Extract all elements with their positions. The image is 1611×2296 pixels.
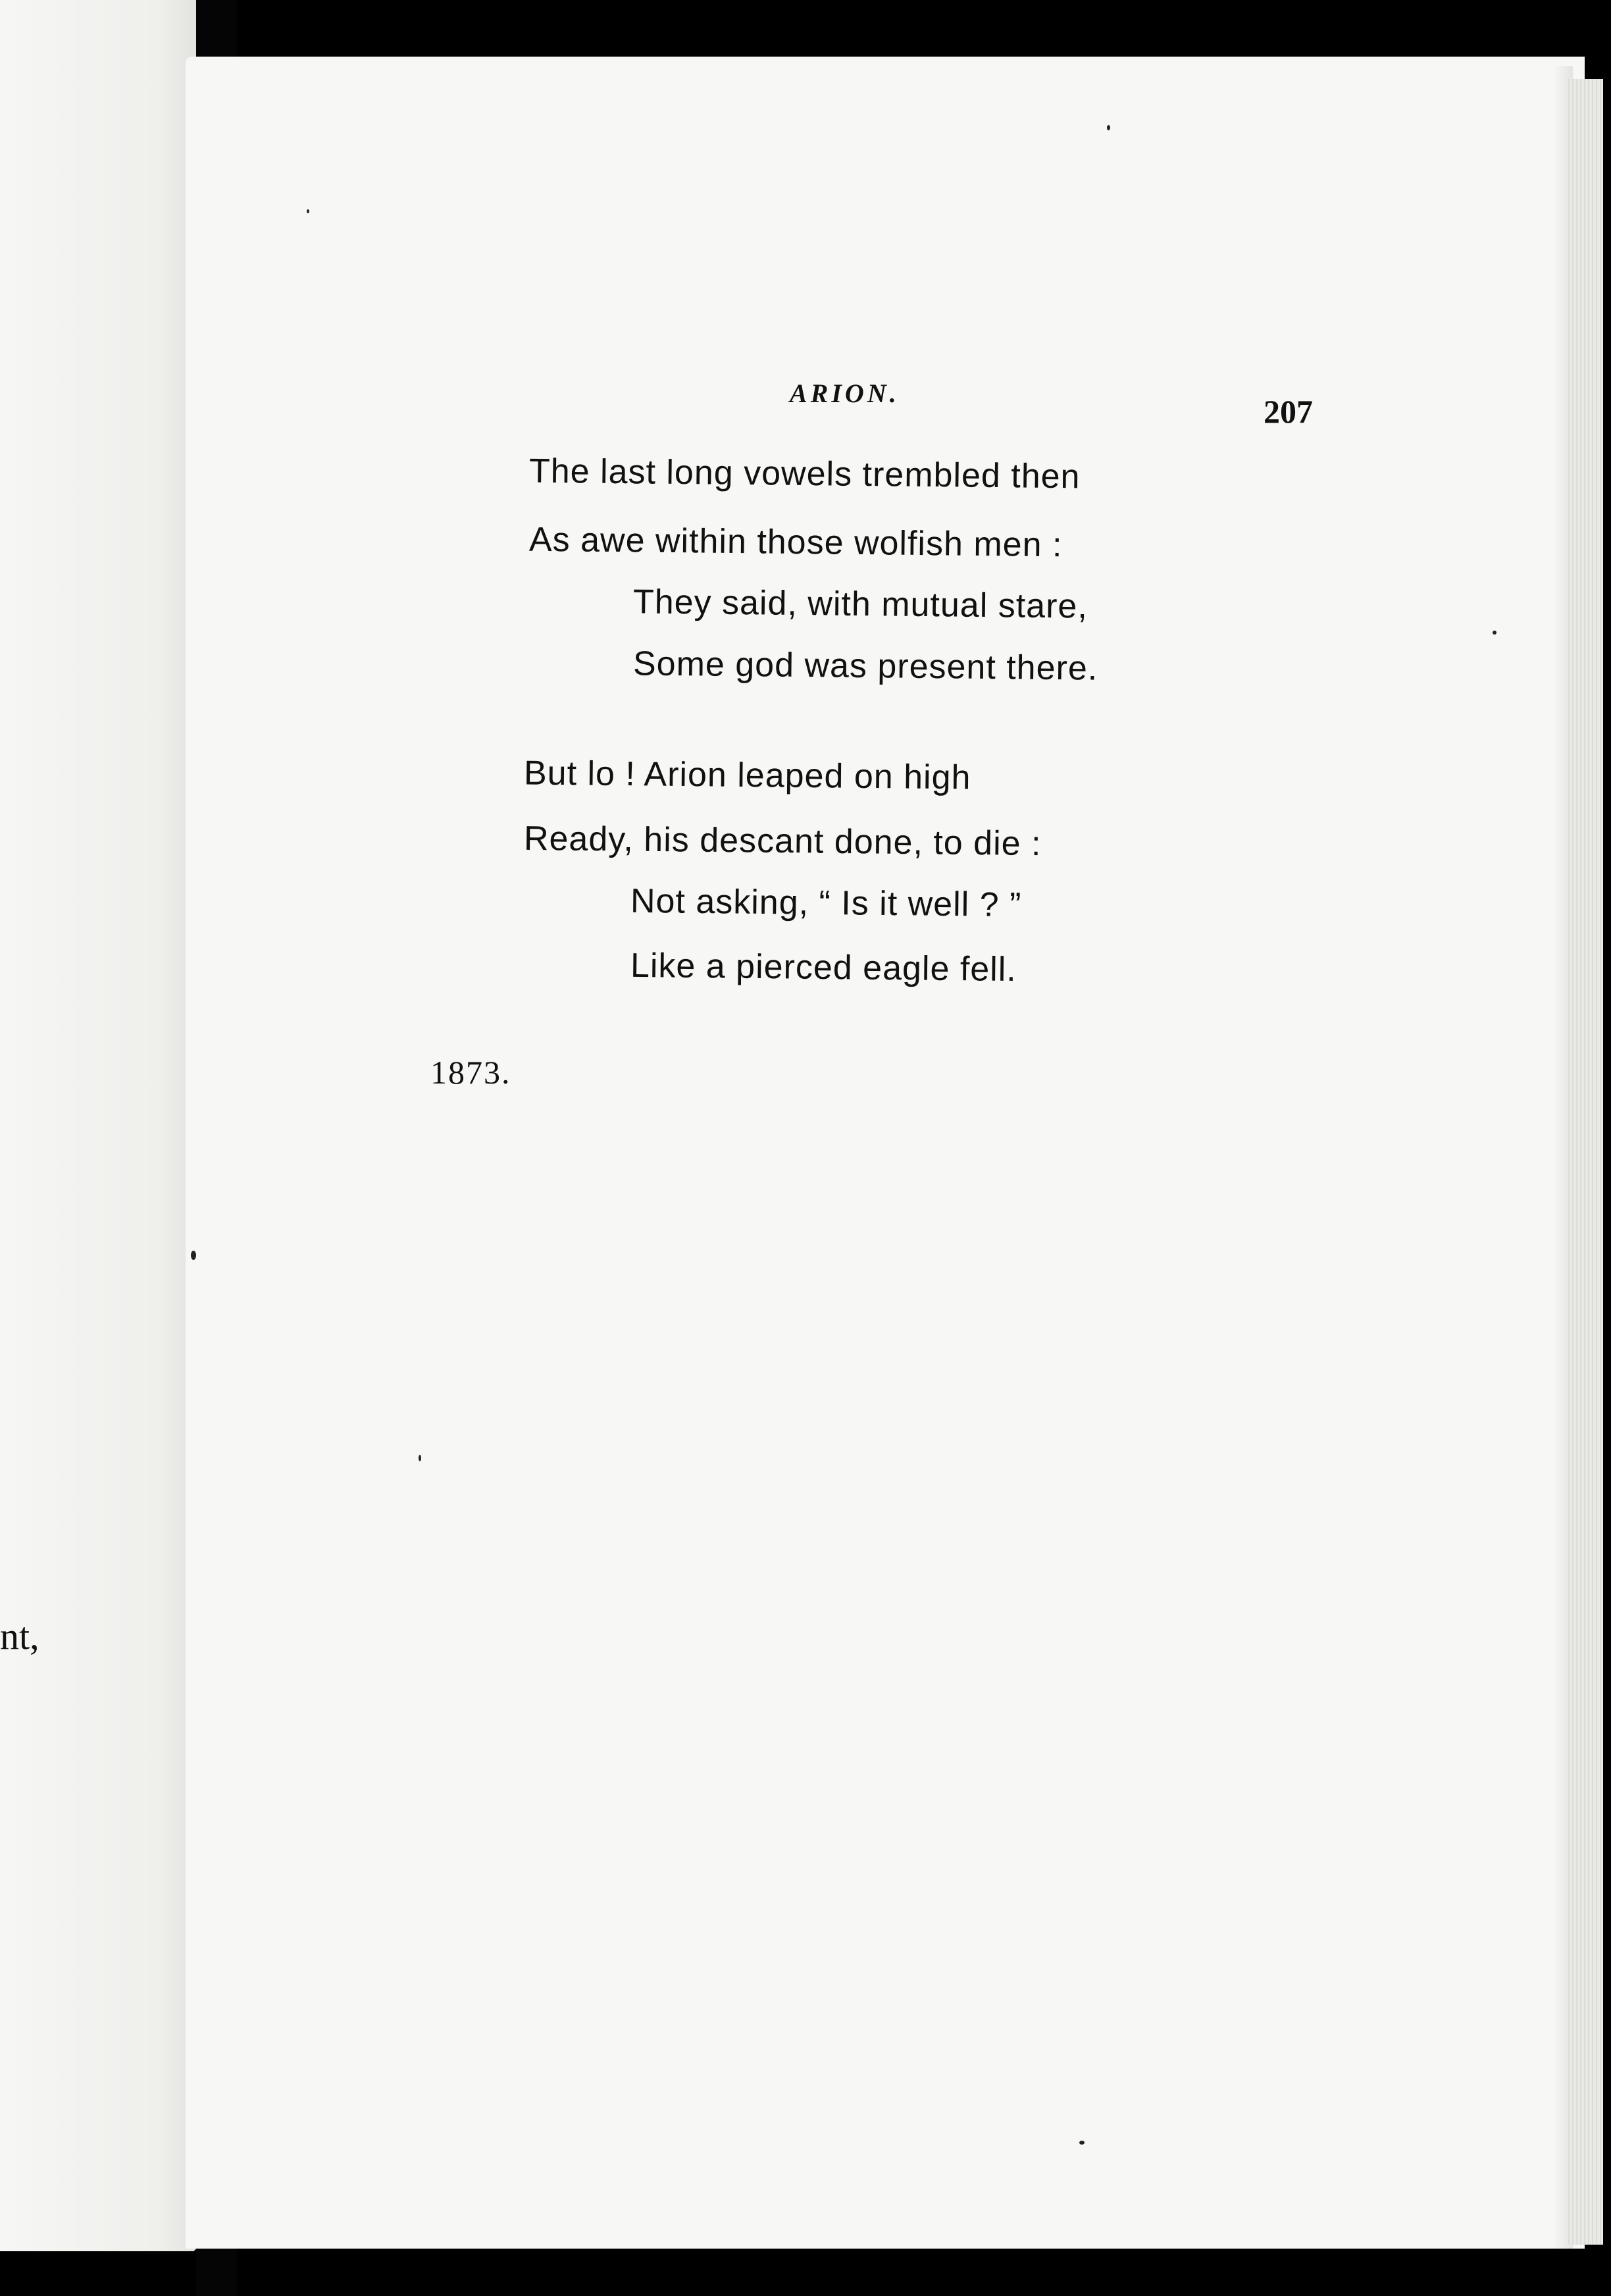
poem-line: Not asking, “ Is it well ? ” [630,881,1022,925]
previous-page-edge [0,0,196,2251]
previous-page-shading [0,0,196,2251]
poem-line: Like a pierced eagle fell. [630,946,1017,989]
page-stack-edges [1566,79,1603,2245]
poem-line: Some god was present there. [632,644,1098,688]
scan-speck [307,209,309,213]
scan-speck [1493,631,1496,635]
scan-speck [1107,125,1110,130]
poem-line: As awe within those wolfish men : [528,520,1063,565]
running-head: ARION. [790,378,900,408]
scan-speck [191,1251,196,1260]
poem-line: But lo ! Arion leaped on high [523,754,971,797]
poem-line: The last long vowels trembled then [528,452,1081,496]
page-number: 207 [1264,393,1313,430]
scan-speck [419,1455,421,1461]
poem-date: 1873. [430,1054,511,1091]
scan-speck [1079,2141,1085,2145]
poem-line: They said, with mutual stare, [632,583,1088,626]
poem-line: Ready, his descant done, to die : [523,819,1042,864]
previous-page-text-fragment: nt, [0,1615,39,1657]
